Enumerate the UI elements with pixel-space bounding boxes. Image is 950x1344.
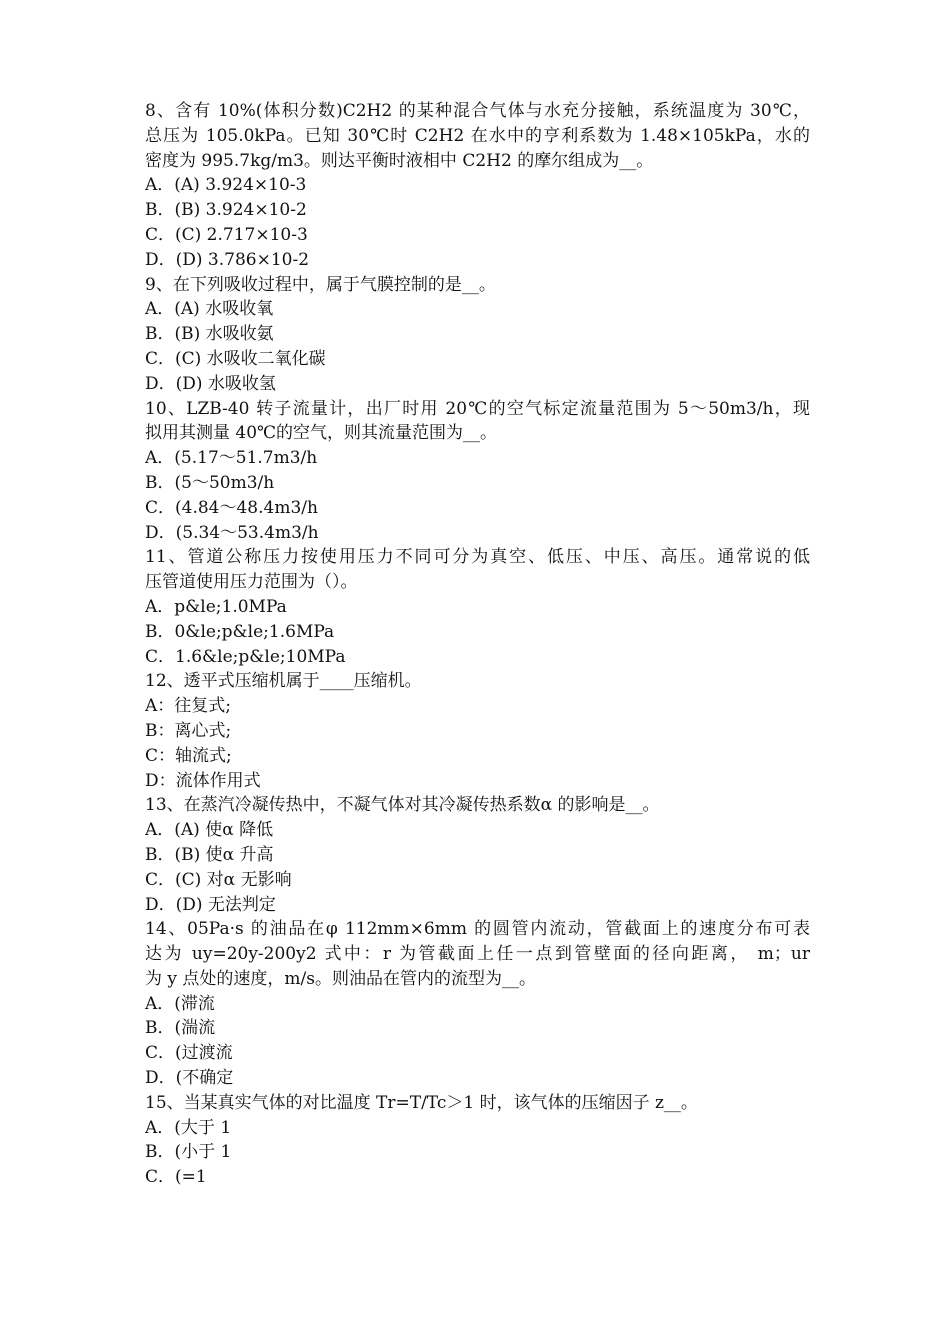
question-15-option-c: C．(=1 <box>145 1167 207 1188</box>
question-14-option-c: C．(过渡流 <box>145 1043 233 1064</box>
question-15-option-a: A．(大于 1 <box>145 1117 232 1138</box>
question-11-text: 11、管道公称压力按使用压力不同可分为真空、低压、中压、高压。通常说的低 <box>145 547 810 568</box>
question-13-option-b: B．(B) 使α 升高 <box>145 844 274 865</box>
question-14-option-a: A．(滞流 <box>145 993 215 1014</box>
question-9-text: 9、在下列吸收过程中，属于气膜控制的是__。 <box>145 274 496 295</box>
question-13-option-d: D．(D) 无法判定 <box>145 894 276 915</box>
question-10-option-b: B．(5～50m3/h <box>145 472 275 493</box>
question-11-option-b: B．0&le;p&le;1.6MPa <box>145 621 335 642</box>
document-page <box>145 99 810 1190</box>
question-14-text: 14、05Pa·s 的油品在φ 112mm×6mm 的圆管内流动，管截面上的速度分布可表 <box>145 919 810 940</box>
question-11-option-c: C．1.6&le;p&le;10MPa <box>145 646 346 667</box>
question-15-option-b: B．(小于 1 <box>145 1142 232 1163</box>
question-12-option-d: D：流体作用式 <box>145 770 261 791</box>
question-12-text: 12、透平式压缩机属于____压缩机。 <box>145 671 422 692</box>
question-9-option-a: A．(A) 水吸收氧 <box>145 299 274 320</box>
question-10-option-d: D．(5.34～53.4m3/h <box>145 522 319 543</box>
question-11-text: 压管道使用压力范围为（）。 <box>145 572 358 593</box>
question-8-option-d: D．(D) 3.786×10-2 <box>145 249 310 270</box>
question-14-option-d: D．(不确定 <box>145 1068 234 1089</box>
question-10-option-a: A．(5.17～51.7m3/h <box>145 448 318 469</box>
question-15-text: 15、当某真实气体的对比温度 Tr=T/Tc＞1 时，该气体的压缩因子 z__。 <box>145 1092 698 1113</box>
question-8-option-a: A．(A) 3.924×10-3 <box>145 175 307 196</box>
question-9-option-d: D．(D) 水吸收氢 <box>145 373 276 394</box>
question-10-option-c: C．(4.84～48.4m3/h <box>145 497 318 518</box>
question-8-text: 密度为 995.7kg/m3。则达平衡时液相中 C2H2 的摩尔组成为__。 <box>145 150 654 171</box>
question-10-text: 10、LZB-40 转子流量计，出厂时用 20℃的空气标定流量范围为 5～50m3/h，现 <box>145 398 810 419</box>
question-8-text: 8、含有 10%(体积分数)C2H2 的某种混合气体与水充分接触，系统温度为 30℃， <box>145 101 810 121</box>
question-8-option-c: C．(C) 2.717×10-3 <box>145 224 308 245</box>
question-8-option-b: B．(B) 3.924×10-2 <box>145 200 307 221</box>
question-12-option-a: A：往复式; <box>145 696 232 717</box>
question-9-option-c: C．(C) 水吸收二氧化碳 <box>145 348 326 369</box>
question-13-option-a: A．(A) 使α 降低 <box>145 820 274 841</box>
question-13-text: 13、在蒸汽冷凝传热中，不凝气体对其冷凝传热系数α 的影响是__。 <box>145 795 660 816</box>
question-11-option-a: A．p&le;1.0MPa <box>145 596 287 617</box>
question-14-text: 达为 uy=20y-200y2 式中：r 为管截面上任一点到管壁面的径向距离， m；ur <box>145 944 810 965</box>
question-12-option-b: B：离心式; <box>145 720 232 741</box>
question-14-text: 为 y 点处的速度，m/s。则油品在管内的流型为__。 <box>145 968 536 989</box>
question-10-text: 拟用其测量 40℃的空气，则其流量范围为__。 <box>145 423 498 444</box>
question-9-option-b: B．(B) 水吸收氨 <box>145 324 274 345</box>
question-13-option-c: C．(C) 对α 无影响 <box>145 869 292 890</box>
question-12-option-c: C：轴流式; <box>145 745 232 766</box>
question-8-text: 总压为 105.0kPa。已知 30℃时 C2H2 在水中的亨利系数为 1.48×105kPa，水的 <box>145 125 810 146</box>
question-14-option-b: B．(湍流 <box>145 1018 216 1039</box>
